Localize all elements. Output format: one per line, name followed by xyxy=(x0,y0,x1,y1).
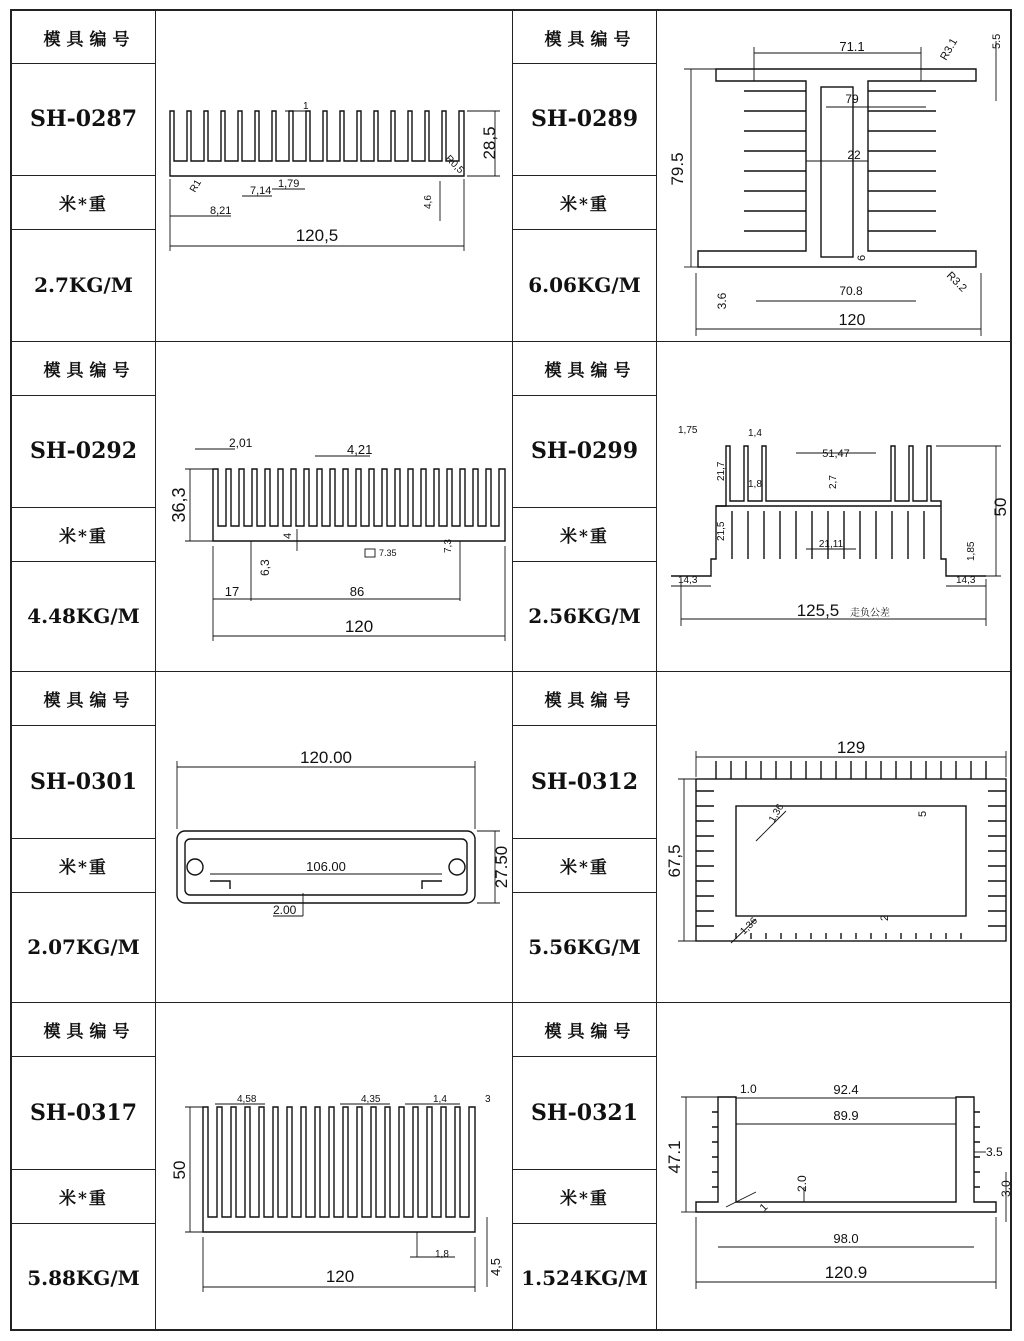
drawing-stroke xyxy=(449,859,465,875)
dim-label: 89.9 xyxy=(833,1108,859,1123)
dim-label: 3 xyxy=(485,1094,491,1105)
dim-label: 21,7 xyxy=(716,461,727,481)
heatsink-profile xyxy=(170,111,464,176)
profile-catalog-table xyxy=(10,9,1012,1331)
profile-drawing xyxy=(155,11,513,341)
row-divider xyxy=(12,671,1010,672)
dim-label: 4,6 xyxy=(423,195,434,209)
dim-label: 125,5 xyxy=(796,601,840,620)
dim-label: 70.8 xyxy=(839,284,863,298)
dim-label: 1 xyxy=(303,101,309,112)
row-divider xyxy=(513,892,656,893)
drawing-stroke xyxy=(210,881,442,889)
dim-label: 8,21 xyxy=(210,205,232,217)
drawing-stroke xyxy=(716,506,941,559)
row-divider xyxy=(12,341,1010,342)
weight-label: 米*重 xyxy=(560,1188,609,1209)
row-divider xyxy=(12,561,155,562)
drawing-stroke xyxy=(988,791,1006,926)
card-sh-0317 xyxy=(12,1002,513,1333)
row-divider xyxy=(513,1056,656,1057)
mold-number-header: 模具编号 xyxy=(544,29,637,50)
dim-label: 67,5 xyxy=(665,844,684,878)
dim-label: 79.5 xyxy=(668,152,687,186)
dim-label: 79 xyxy=(845,92,859,106)
dim-label: 22 xyxy=(847,148,861,162)
dim-label: 2,7 xyxy=(828,475,839,489)
dim-label: 6,3 xyxy=(258,559,272,576)
drawing-stroke xyxy=(736,933,961,939)
dim-label: 47.1 xyxy=(665,1140,684,1174)
heatsink-profile xyxy=(698,69,976,267)
dim-label: 120 xyxy=(325,1267,355,1286)
row-divider xyxy=(12,1223,155,1224)
row-divider xyxy=(12,838,155,839)
weight-value: 4.48KG/M xyxy=(27,604,140,628)
dim-label: 走负公差 xyxy=(850,608,890,619)
dim-label: 92.4 xyxy=(833,1082,859,1097)
profile-drawing xyxy=(656,671,1014,1002)
card-sh-0287 xyxy=(12,11,513,341)
dim-label: 27.50 xyxy=(492,845,511,889)
dim-label: 120.9 xyxy=(824,1263,868,1282)
model-code: SH-0299 xyxy=(530,438,639,464)
weight-label: 米*重 xyxy=(560,526,609,547)
dim-label: 1,36 xyxy=(738,915,760,938)
dim-label: 4,21 xyxy=(347,442,373,457)
dim-label: 1,36 xyxy=(767,802,787,825)
card-sh-0292 xyxy=(12,341,513,671)
row-divider xyxy=(12,1056,155,1057)
dim-label: 3.6 xyxy=(715,292,729,310)
dim-label: 120 xyxy=(344,617,374,636)
weight-label: 米*重 xyxy=(560,857,609,878)
dim-label: 3.0 xyxy=(999,1180,1013,1197)
row-divider xyxy=(513,838,656,839)
weight-label: 米*重 xyxy=(59,194,108,215)
weight-value: 5.88KG/M xyxy=(27,1266,140,1290)
row-divider xyxy=(12,395,155,396)
dim-label: 1.0 xyxy=(740,1082,757,1096)
card-sh-0299 xyxy=(513,341,1014,671)
dim-label: 129 xyxy=(836,738,866,757)
profile-drawing xyxy=(656,1002,1014,1333)
model-code: SH-0312 xyxy=(530,768,639,795)
dim-label: 1,4 xyxy=(433,1094,447,1105)
dim-label: 51,47 xyxy=(822,448,850,460)
mold-number-header: 模具编号 xyxy=(43,1021,136,1042)
dim-label: 5 xyxy=(917,810,929,817)
mold-number-header: 模具编号 xyxy=(43,360,136,381)
row-divider xyxy=(12,1002,1010,1003)
profile-drawing xyxy=(656,341,1014,671)
drawing-stroke xyxy=(868,91,936,231)
heatsink-profile xyxy=(213,469,505,541)
row-divider xyxy=(12,229,155,230)
profile-drawing xyxy=(155,1002,513,1333)
dim-label: 1,8 xyxy=(748,479,762,490)
weight-value: 5.56KG/M xyxy=(528,935,641,959)
drawing-stroke xyxy=(821,87,853,257)
drawing-stroke xyxy=(696,791,714,926)
weight-label: 米*重 xyxy=(59,857,108,878)
card-sh-0312 xyxy=(513,671,1014,1002)
profile-drawing xyxy=(155,341,513,671)
dim-label: 4,58 xyxy=(237,1094,257,1105)
profile-drawing xyxy=(656,11,1014,341)
weight-value: 6.06KG/M xyxy=(528,273,641,297)
drawing-stroke xyxy=(716,761,986,779)
weight-value: 1.524KG/M xyxy=(521,1266,648,1290)
drawing-stroke xyxy=(726,1192,756,1207)
row-divider xyxy=(513,229,656,230)
dim-label: 14,3 xyxy=(678,575,698,586)
row-divider xyxy=(513,725,656,726)
mold-number-header: 模具编号 xyxy=(43,690,136,711)
drawing-stroke xyxy=(744,91,806,231)
model-code: SH-0292 xyxy=(29,438,138,464)
dim-label: 21,11 xyxy=(818,539,844,550)
row-divider xyxy=(12,892,155,893)
heatsink-profile xyxy=(203,1107,475,1232)
model-code: SH-0317 xyxy=(29,1099,138,1126)
dim-label: R1 xyxy=(188,177,204,195)
dim-label: 14,3 xyxy=(956,575,976,586)
row-divider xyxy=(513,507,656,508)
dim-label: 50 xyxy=(991,497,1010,517)
row-divider xyxy=(513,63,656,64)
mold-number-header: 模具编号 xyxy=(544,1021,637,1042)
mold-number-header: 模具编号 xyxy=(544,360,637,381)
dim-label: R3.1 xyxy=(938,36,961,63)
dim-label: 36,3 xyxy=(169,487,189,523)
row-divider xyxy=(513,1223,656,1224)
dim-label: R3.2 xyxy=(943,269,969,295)
row-divider xyxy=(12,725,155,726)
weight-label: 米*重 xyxy=(560,194,609,215)
dim-label: 71.1 xyxy=(839,39,865,54)
drawing-stroke xyxy=(736,806,966,916)
dim-label: 4 xyxy=(282,532,294,539)
drawing-stroke xyxy=(712,1112,980,1187)
column-divider xyxy=(656,11,657,1329)
dim-label: 1,79 xyxy=(278,178,300,190)
dim-label: 2,01 xyxy=(229,436,253,450)
row-divider xyxy=(12,175,155,176)
dim-label: 3.5 xyxy=(986,1145,1003,1159)
dim-label: 120.00 xyxy=(300,748,352,767)
dim-label: 21,5 xyxy=(716,521,727,541)
row-divider xyxy=(513,395,656,396)
enclosure-profile xyxy=(696,779,1006,941)
mold-number-header: 模具编号 xyxy=(43,29,136,50)
dim-label: 2 xyxy=(879,914,891,921)
row-divider xyxy=(513,561,656,562)
model-code: SH-0287 xyxy=(29,106,138,132)
dim-label: 120,5 xyxy=(295,226,339,245)
column-divider xyxy=(155,11,156,1329)
drawing-stroke xyxy=(187,859,203,875)
dim-label: 106.00 xyxy=(306,859,346,874)
row-divider xyxy=(513,175,656,176)
dim-label: 28,5 xyxy=(480,126,499,160)
dim-label: 1 xyxy=(757,1201,771,1215)
weight-value: 2.7KG/M xyxy=(34,273,133,297)
dim-label: 7,3 xyxy=(443,539,454,553)
dim-label: 7.35 xyxy=(379,548,397,558)
dim-label: 1,4 xyxy=(748,428,762,439)
profile-drawing xyxy=(155,671,513,1002)
dim-label: 2.0 xyxy=(795,1175,809,1192)
dim-label: 4,5 xyxy=(488,1257,503,1277)
dim-label: 86 xyxy=(349,584,365,599)
column-divider xyxy=(512,11,513,1329)
dim-label: 7,14 xyxy=(250,185,272,197)
dim-label: 5.5 xyxy=(991,33,1003,49)
model-code: SH-0301 xyxy=(29,768,138,795)
dim-label: 50 xyxy=(170,1160,189,1180)
weight-label: 米*重 xyxy=(59,1188,108,1209)
dim-label: 120 xyxy=(838,312,866,329)
model-code: SH-0321 xyxy=(530,1099,639,1126)
weight-label: 米*重 xyxy=(59,526,108,547)
drawing-stroke xyxy=(365,549,375,557)
dim-label: 2.00 xyxy=(273,903,297,917)
row-divider xyxy=(12,1169,155,1170)
row-divider xyxy=(12,507,155,508)
weight-value: 2.56KG/M xyxy=(528,604,641,628)
dim-label: 4,35 xyxy=(361,1094,381,1105)
dim-label: 1,8 xyxy=(435,1249,449,1260)
dim-label: 17 xyxy=(224,584,240,599)
dim-label: 98.0 xyxy=(833,1231,859,1246)
dim-label: 1,75 xyxy=(678,425,698,436)
card-sh-0321 xyxy=(513,1002,1014,1333)
weight-value: 2.07KG/M xyxy=(27,935,140,959)
row-divider xyxy=(513,1169,656,1170)
dim-label: R0,5 xyxy=(442,153,466,177)
dim-label: 6 xyxy=(856,254,868,261)
card-sh-0289 xyxy=(513,11,1014,341)
model-code: SH-0289 xyxy=(530,106,639,132)
mold-number-header: 模具编号 xyxy=(544,690,637,711)
row-divider xyxy=(12,63,155,64)
dim-label: 1,85 xyxy=(966,541,977,561)
card-sh-0301 xyxy=(12,671,513,1002)
